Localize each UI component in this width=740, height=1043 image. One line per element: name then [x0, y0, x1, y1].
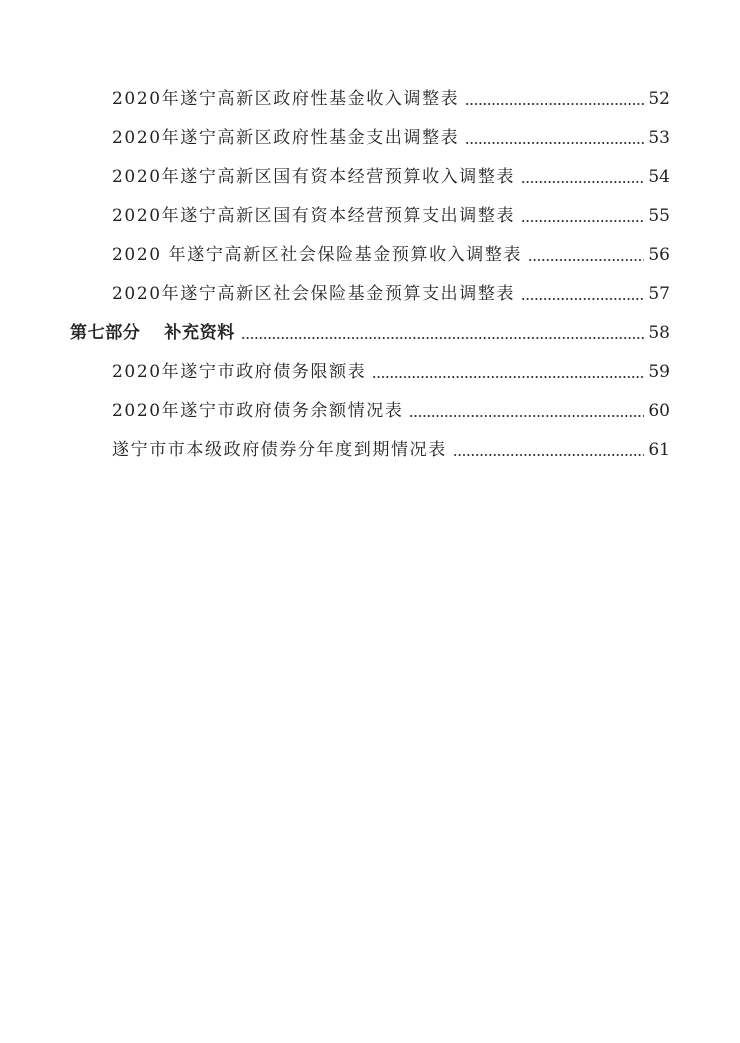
toc-entry[interactable] [112, 162, 670, 192]
toc-section-heading[interactable] [70, 318, 670, 348]
toc-entry[interactable] [112, 84, 670, 114]
toc-entry-page: 53 [648, 128, 670, 148]
toc-entry-page: 59 [648, 362, 670, 382]
toc-entry[interactable] [112, 396, 670, 426]
toc-entry-title: 2020年遂宁高新区国有资本经营预算支出调整表 [112, 206, 516, 226]
toc-entry[interactable] [112, 240, 670, 270]
toc-entry-title: 2020年遂宁高新区国有资本经营预算收入调整表 [112, 167, 516, 187]
toc-entry-page: 57 [648, 284, 670, 304]
dot-leader [241, 337, 645, 339]
toc-section-title [70, 318, 235, 348]
dot-leader [465, 103, 644, 105]
toc-entry[interactable] [112, 201, 670, 231]
toc-entry-title: 2020年遂宁市政府债务限额表 [112, 362, 367, 382]
toc-entry-title: 遂宁市市本级政府债券分年度到期情况表 [112, 440, 447, 460]
toc-entry-page: 56 [648, 245, 670, 265]
toc-entry-page: 58 [648, 323, 670, 343]
toc-entry-page: 52 [648, 89, 670, 109]
toc-entry-title: 2020 年遂宁高新区社会保险基金预算收入调整表 [112, 245, 523, 265]
dot-leader [521, 298, 644, 300]
dot-leader [372, 376, 644, 378]
dot-leader [521, 220, 644, 222]
toc-entry-title: 2020年遂宁高新区社会保险基金预算支出调整表 [112, 284, 516, 304]
section-part-label: 第七部分 [70, 323, 141, 343]
dot-leader [465, 142, 644, 144]
toc-entry-page: 60 [648, 401, 670, 421]
toc-entry-title: 2020年遂宁高新区政府性基金支出调整表 [112, 128, 460, 148]
toc-entry-page: 54 [648, 167, 670, 187]
toc-entry-title: 2020年遂宁市政府债务余额情况表 [112, 401, 404, 421]
section-name: 补充资料 [164, 323, 235, 343]
toc-entry[interactable] [112, 123, 670, 153]
toc-entry-title: 2020年遂宁高新区政府性基金收入调整表 [112, 89, 460, 109]
toc-entry-page: 61 [648, 440, 670, 460]
toc-entry[interactable] [112, 279, 670, 309]
dot-leader [409, 415, 644, 417]
dot-leader [521, 181, 644, 183]
dot-leader [453, 454, 645, 456]
toc-entry-page: 55 [648, 206, 670, 226]
toc-entry[interactable] [112, 435, 670, 465]
toc-entry[interactable] [112, 357, 670, 387]
dot-leader [528, 259, 644, 261]
